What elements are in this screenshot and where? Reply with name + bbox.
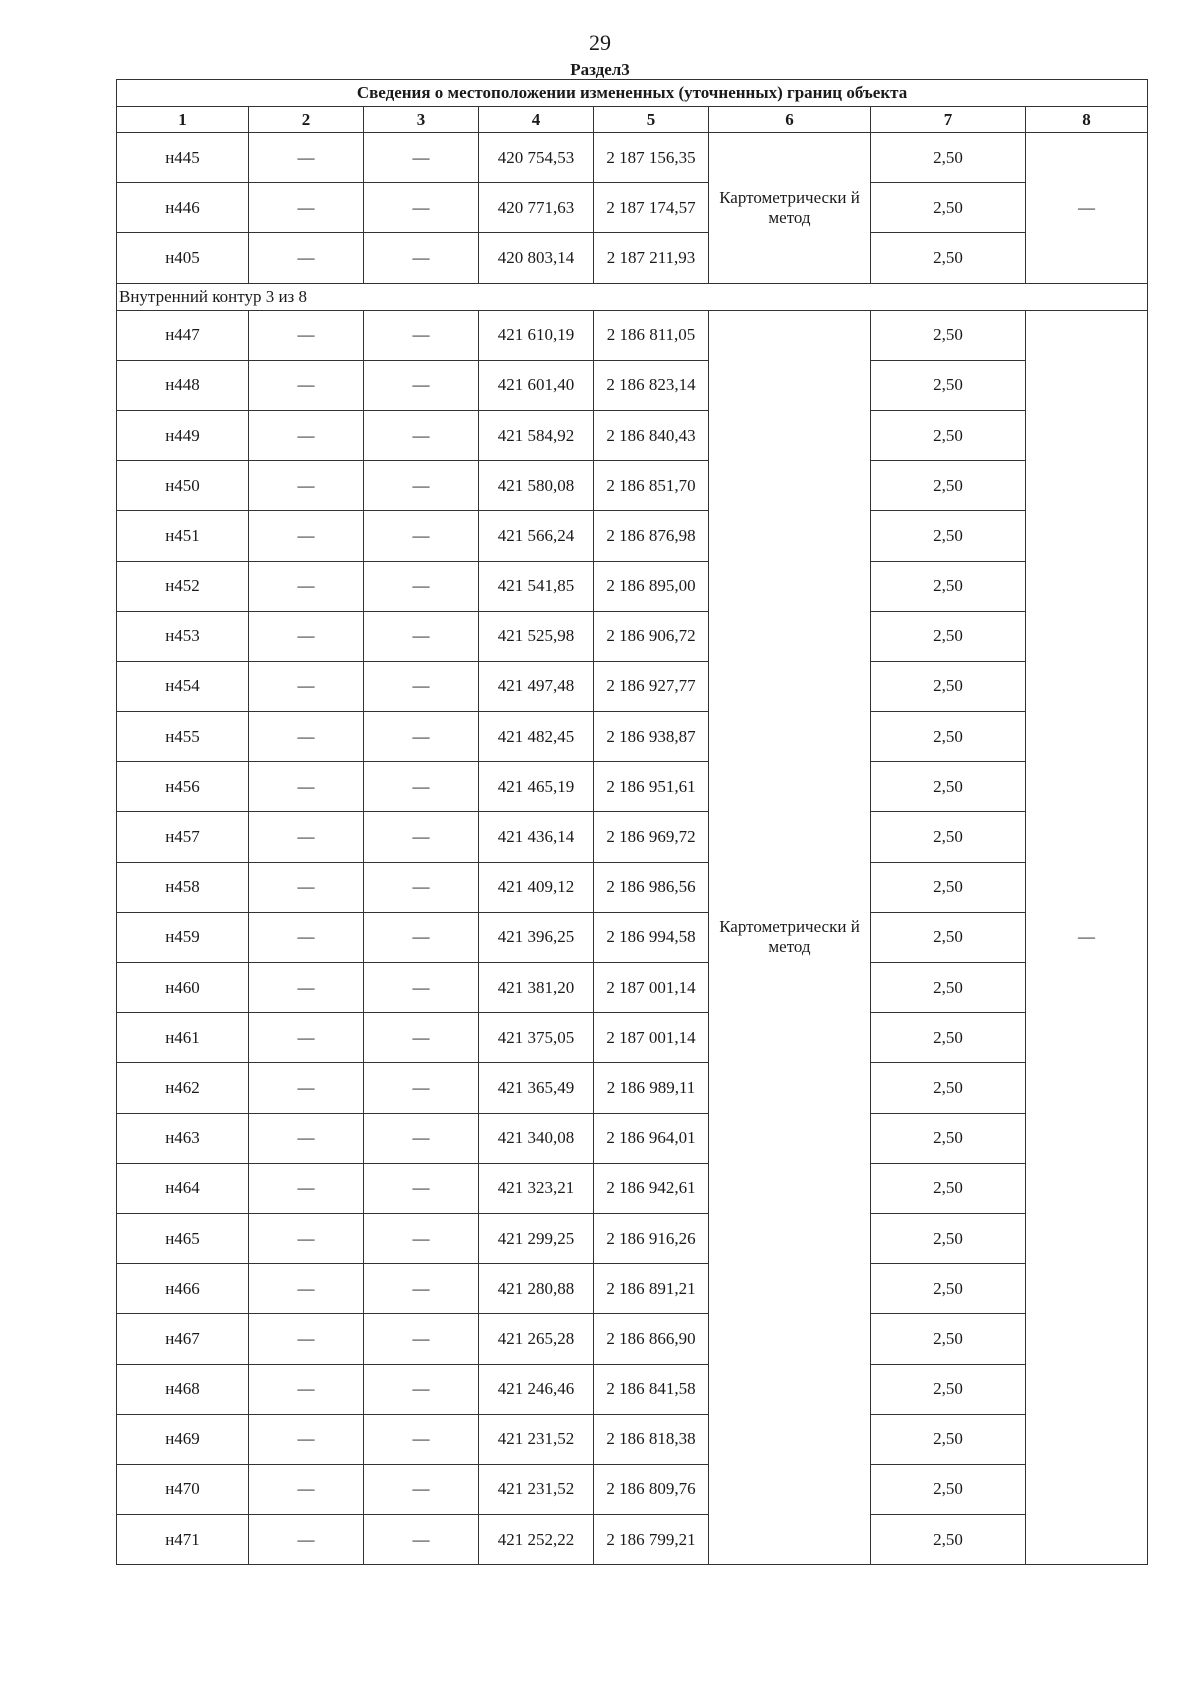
col2-cell: — <box>249 1515 364 1565</box>
table-row <box>117 1314 1148 1364</box>
col2-cell: — <box>249 1414 364 1464</box>
x-coordinate-cell: 420 803,14 <box>479 233 594 283</box>
table-row <box>117 661 1148 711</box>
col2-cell: — <box>249 712 364 762</box>
accuracy-cell: 2,50 <box>871 410 1026 460</box>
column-number: 5 <box>594 107 709 133</box>
accuracy-cell: 2,50 <box>871 1213 1026 1263</box>
y-coordinate-cell: 2 186 818,38 <box>594 1414 709 1464</box>
col3-cell: — <box>364 712 479 762</box>
x-coordinate-cell: 421 541,85 <box>479 561 594 611</box>
point-cell: н462 <box>117 1063 249 1113</box>
accuracy-cell: 2,50 <box>871 1515 1026 1565</box>
coordinates-table <box>116 79 1148 1565</box>
x-coordinate-cell: 421 246,46 <box>479 1364 594 1414</box>
accuracy-cell: 2,50 <box>871 1264 1026 1314</box>
point-cell: н450 <box>117 461 249 511</box>
point-cell: н469 <box>117 1414 249 1464</box>
y-coordinate-cell: 2 187 001,14 <box>594 963 709 1013</box>
method-cell: Картометрически й метод <box>709 133 871 284</box>
table-row <box>117 912 1148 962</box>
col3-cell: — <box>364 1113 479 1163</box>
group2-rows <box>117 310 1148 1565</box>
x-coordinate-cell: 421 584,92 <box>479 410 594 460</box>
point-cell: н452 <box>117 561 249 611</box>
x-coordinate-cell: 421 566,24 <box>479 511 594 561</box>
x-coordinate-cell: 421 231,52 <box>479 1414 594 1464</box>
col2-cell: — <box>249 511 364 561</box>
col3-cell: — <box>364 410 479 460</box>
point-cell: н405 <box>117 233 249 283</box>
col3-cell: — <box>364 812 479 862</box>
y-coordinate-cell: 2 186 938,87 <box>594 712 709 762</box>
accuracy-cell: 2,50 <box>871 461 1026 511</box>
point-cell: н468 <box>117 1364 249 1414</box>
y-coordinate-cell: 2 186 927,77 <box>594 661 709 711</box>
col2-cell: — <box>249 963 364 1013</box>
col2-cell: — <box>249 183 364 233</box>
col2-cell: — <box>249 310 364 360</box>
table-row <box>117 1013 1148 1063</box>
column-number: 1 <box>117 107 249 133</box>
col2-cell: — <box>249 611 364 661</box>
point-cell: н453 <box>117 611 249 661</box>
y-coordinate-cell: 2 186 964,01 <box>594 1113 709 1163</box>
col2-cell: — <box>249 561 364 611</box>
x-coordinate-cell: 421 375,05 <box>479 1013 594 1063</box>
y-coordinate-cell: 2 187 001,14 <box>594 1013 709 1063</box>
y-coordinate-cell: 2 186 942,61 <box>594 1163 709 1213</box>
col3-cell: — <box>364 183 479 233</box>
y-coordinate-cell: 2 186 876,98 <box>594 511 709 561</box>
col8-cell: — <box>1026 133 1148 284</box>
table-row <box>117 1264 1148 1314</box>
x-coordinate-cell: 421 482,45 <box>479 712 594 762</box>
accuracy-cell: 2,50 <box>871 712 1026 762</box>
column-number: 2 <box>249 107 364 133</box>
col3-cell: — <box>364 1213 479 1263</box>
col3-cell: — <box>364 133 479 183</box>
page-number: 29 <box>589 30 611 55</box>
table-row <box>117 963 1148 1013</box>
x-coordinate-cell: 420 754,53 <box>479 133 594 183</box>
table-row <box>117 762 1148 812</box>
accuracy-cell: 2,50 <box>871 862 1026 912</box>
col3-cell: — <box>364 912 479 962</box>
accuracy-cell: 2,50 <box>871 133 1026 183</box>
y-coordinate-cell: 2 186 916,26 <box>594 1213 709 1263</box>
table-row <box>117 611 1148 661</box>
col2-cell: — <box>249 1314 364 1364</box>
col2-cell: — <box>249 661 364 711</box>
table-row <box>117 310 1148 360</box>
y-coordinate-cell: 2 186 906,72 <box>594 611 709 661</box>
accuracy-cell: 2,50 <box>871 1364 1026 1414</box>
col2-cell: — <box>249 762 364 812</box>
table-row <box>117 812 1148 862</box>
col2-cell: — <box>249 410 364 460</box>
col3-cell: — <box>364 862 479 912</box>
point-cell: н456 <box>117 762 249 812</box>
accuracy-cell: 2,50 <box>871 1113 1026 1163</box>
table-row <box>117 133 1148 183</box>
column-number: 7 <box>871 107 1026 133</box>
point-cell: н465 <box>117 1213 249 1263</box>
point-cell: н459 <box>117 912 249 962</box>
contour-label: Внутренний контур 3 из 8 <box>117 283 1148 310</box>
column-numbers-row <box>117 107 1148 133</box>
y-coordinate-cell: 2 186 895,00 <box>594 561 709 611</box>
section-title: Раздел3 <box>570 60 630 79</box>
table-row <box>117 1364 1148 1414</box>
column-number: 6 <box>709 107 871 133</box>
point-cell: н471 <box>117 1515 249 1565</box>
x-coordinate-cell: 421 265,28 <box>479 1314 594 1364</box>
col2-cell: — <box>249 133 364 183</box>
col3-cell: — <box>364 310 479 360</box>
x-coordinate-cell: 421 381,20 <box>479 963 594 1013</box>
contour-section <box>117 283 1148 310</box>
table-row <box>117 1515 1148 1565</box>
point-cell: н470 <box>117 1464 249 1514</box>
col2-cell: — <box>249 1063 364 1113</box>
col3-cell: — <box>364 1515 479 1565</box>
accuracy-cell: 2,50 <box>871 611 1026 661</box>
col2-cell: — <box>249 1364 364 1414</box>
table-row <box>117 183 1148 233</box>
accuracy-cell: 2,50 <box>871 661 1026 711</box>
col2-cell: — <box>249 812 364 862</box>
col2-cell: — <box>249 1264 364 1314</box>
y-coordinate-cell: 2 186 989,11 <box>594 1063 709 1113</box>
col3-cell: — <box>364 1264 479 1314</box>
point-cell: н458 <box>117 862 249 912</box>
x-coordinate-cell: 421 323,21 <box>479 1163 594 1213</box>
x-coordinate-cell: 420 771,63 <box>479 183 594 233</box>
x-coordinate-cell: 421 365,49 <box>479 1063 594 1113</box>
accuracy-cell: 2,50 <box>871 561 1026 611</box>
accuracy-cell: 2,50 <box>871 511 1026 561</box>
table-row <box>117 410 1148 460</box>
col3-cell: — <box>364 661 479 711</box>
x-coordinate-cell: 421 601,40 <box>479 360 594 410</box>
col3-cell: — <box>364 1414 479 1464</box>
point-cell: н448 <box>117 360 249 410</box>
y-coordinate-cell: 2 186 809,76 <box>594 1464 709 1514</box>
accuracy-cell: 2,50 <box>871 1063 1026 1113</box>
point-cell: н449 <box>117 410 249 460</box>
accuracy-cell: 2,50 <box>871 1414 1026 1464</box>
y-coordinate-cell: 2 186 986,56 <box>594 862 709 912</box>
table-row <box>117 461 1148 511</box>
col2-cell: — <box>249 1163 364 1213</box>
point-cell: н446 <box>117 183 249 233</box>
point-cell: н464 <box>117 1163 249 1213</box>
point-cell: н457 <box>117 812 249 862</box>
x-coordinate-cell: 421 252,22 <box>479 1515 594 1565</box>
point-cell: н467 <box>117 1314 249 1364</box>
col3-cell: — <box>364 1364 479 1414</box>
accuracy-cell: 2,50 <box>871 233 1026 283</box>
y-coordinate-cell: 2 186 841,58 <box>594 1364 709 1414</box>
y-coordinate-cell: 2 186 811,05 <box>594 310 709 360</box>
y-coordinate-cell: 2 187 156,35 <box>594 133 709 183</box>
accuracy-cell: 2,50 <box>871 1314 1026 1364</box>
col3-cell: — <box>364 611 479 661</box>
x-coordinate-cell: 421 525,98 <box>479 611 594 661</box>
point-cell: н463 <box>117 1113 249 1163</box>
y-coordinate-cell: 2 186 866,90 <box>594 1314 709 1364</box>
accuracy-cell: 2,50 <box>871 1464 1026 1514</box>
col3-cell: — <box>364 762 479 812</box>
col3-cell: — <box>364 1063 479 1113</box>
point-cell: н455 <box>117 712 249 762</box>
col3-cell: — <box>364 511 479 561</box>
y-coordinate-cell: 2 186 851,70 <box>594 461 709 511</box>
y-coordinate-cell: 2 186 799,21 <box>594 1515 709 1565</box>
accuracy-cell: 2,50 <box>871 963 1026 1013</box>
point-cell: н447 <box>117 310 249 360</box>
point-cell: н445 <box>117 133 249 183</box>
col8-cell: — <box>1026 310 1148 1565</box>
accuracy-cell: 2,50 <box>871 912 1026 962</box>
x-coordinate-cell: 421 231,52 <box>479 1464 594 1514</box>
col2-cell: — <box>249 862 364 912</box>
col3-cell: — <box>364 461 479 511</box>
col2-cell: — <box>249 1213 364 1263</box>
table-row <box>117 1063 1148 1113</box>
table-row <box>117 1163 1148 1213</box>
accuracy-cell: 2,50 <box>871 310 1026 360</box>
y-coordinate-cell: 2 187 211,93 <box>594 233 709 283</box>
y-coordinate-cell: 2 186 840,43 <box>594 410 709 460</box>
col3-cell: — <box>364 1314 479 1364</box>
col3-cell: — <box>364 1013 479 1063</box>
col2-cell: — <box>249 233 364 283</box>
col3-cell: — <box>364 561 479 611</box>
col3-cell: — <box>364 963 479 1013</box>
x-coordinate-cell: 421 299,25 <box>479 1213 594 1263</box>
col2-cell: — <box>249 360 364 410</box>
point-cell: н454 <box>117 661 249 711</box>
table-row <box>117 1414 1148 1464</box>
table-row <box>117 712 1148 762</box>
col3-cell: — <box>364 360 479 410</box>
x-coordinate-cell: 421 409,12 <box>479 862 594 912</box>
col2-cell: — <box>249 461 364 511</box>
col2-cell: — <box>249 1113 364 1163</box>
table-row <box>117 1213 1148 1263</box>
x-coordinate-cell: 421 396,25 <box>479 912 594 962</box>
x-coordinate-cell: 421 497,48 <box>479 661 594 711</box>
accuracy-cell: 2,50 <box>871 1013 1026 1063</box>
point-cell: н451 <box>117 511 249 561</box>
y-coordinate-cell: 2 186 823,14 <box>594 360 709 410</box>
accuracy-cell: 2,50 <box>871 360 1026 410</box>
group1-rows <box>117 133 1148 284</box>
col3-cell: — <box>364 233 479 283</box>
col2-cell: — <box>249 912 364 962</box>
table-row <box>117 1464 1148 1514</box>
column-number: 3 <box>364 107 479 133</box>
y-coordinate-cell: 2 186 969,72 <box>594 812 709 862</box>
table-row <box>117 862 1148 912</box>
table-row <box>117 360 1148 410</box>
x-coordinate-cell: 421 280,88 <box>479 1264 594 1314</box>
col2-cell: — <box>249 1013 364 1063</box>
y-coordinate-cell: 2 186 994,58 <box>594 912 709 962</box>
table-row <box>117 1113 1148 1163</box>
point-cell: н461 <box>117 1013 249 1063</box>
column-number: 8 <box>1026 107 1148 133</box>
x-coordinate-cell: 421 465,19 <box>479 762 594 812</box>
point-cell: н466 <box>117 1264 249 1314</box>
accuracy-cell: 2,50 <box>871 812 1026 862</box>
y-coordinate-cell: 2 186 891,21 <box>594 1264 709 1314</box>
y-coordinate-cell: 2 187 174,57 <box>594 183 709 233</box>
x-coordinate-cell: 421 610,19 <box>479 310 594 360</box>
x-coordinate-cell: 421 340,08 <box>479 1113 594 1163</box>
method-cell: Картометрически й метод <box>709 310 871 1565</box>
table-row <box>117 511 1148 561</box>
column-number: 4 <box>479 107 594 133</box>
table-row <box>117 561 1148 611</box>
x-coordinate-cell: 421 436,14 <box>479 812 594 862</box>
accuracy-cell: 2,50 <box>871 762 1026 812</box>
accuracy-cell: 2,50 <box>871 183 1026 233</box>
x-coordinate-cell: 421 580,08 <box>479 461 594 511</box>
col3-cell: — <box>364 1163 479 1213</box>
y-coordinate-cell: 2 186 951,61 <box>594 762 709 812</box>
col3-cell: — <box>364 1464 479 1514</box>
accuracy-cell: 2,50 <box>871 1163 1026 1213</box>
table-title: Сведения о местоположении измененных (уточненных) границ объекта <box>117 80 1148 107</box>
point-cell: н460 <box>117 963 249 1013</box>
table-row <box>117 233 1148 283</box>
col2-cell: — <box>249 1464 364 1514</box>
